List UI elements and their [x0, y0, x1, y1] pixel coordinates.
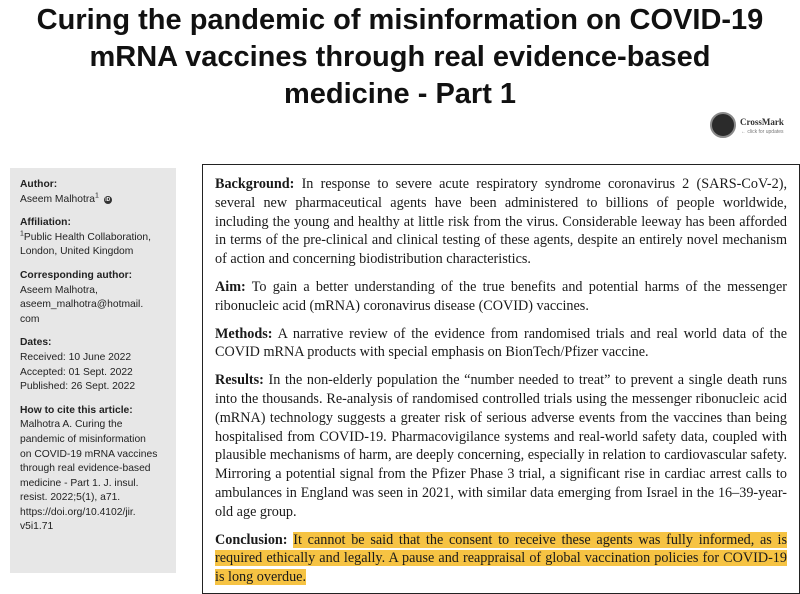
crossmark-icon	[710, 112, 736, 138]
author-block	[20, 178, 168, 207]
title-line-2: mRNA vaccines through real evidence-based	[89, 41, 711, 73]
aim-text: To gain a better understanding of the true benefits and potential harms of the messenger ribonucleic acid (mRNA) coronavirus disease (COVID) vaccines.	[215, 278, 788, 314]
dates-block	[20, 336, 168, 394]
crossmark-badge[interactable]	[710, 112, 800, 144]
corresponding-email[interactable]: aseem_malhotra@hotmail.	[20, 299, 144, 311]
results-label: Results:	[215, 372, 264, 389]
date-published: Published: 26 Sept. 2022	[20, 381, 136, 393]
author-sup: 1	[94, 192, 99, 200]
abstract-aim	[215, 278, 787, 316]
corresponding-email[interactable]: com	[20, 313, 40, 325]
orcid-icon[interactable]: iD	[105, 196, 111, 203]
doi-link[interactable]: v5i1.71	[20, 521, 54, 533]
title-line-1: Curing the pandemic of misinformation on COVID-19	[36, 4, 764, 36]
author-heading: Author:	[20, 179, 58, 190]
citation-line: Malhotra A. Curing the	[20, 419, 123, 431]
affiliation-line: London, United Kingdom	[20, 246, 134, 258]
corresponding-line: Aseem Malhotra,	[20, 284, 98, 296]
abstract-conclusion	[215, 531, 787, 587]
title-line-3: medicine - Part 1	[283, 78, 517, 110]
methods-text: A narrative review of the evidence from randomised trials and real world data of the COVID mRNA products with special emphasis on BionTech/Pfizer vaccine.	[215, 325, 787, 361]
date-received: Received: 10 June 2022	[20, 351, 132, 363]
affiliation-sup: 1	[20, 230, 24, 238]
aim-label: Aim:	[215, 278, 246, 295]
crossmark-sublabel: ← click for updates	[741, 129, 784, 135]
citation-line: on COVID-19 mRNA vaccines	[20, 448, 158, 460]
affiliation-heading: Affiliation:	[20, 217, 71, 229]
corresponding-heading: Corresponding author:	[20, 269, 133, 281]
conclusion-text-highlighted: It cannot be said that the consent to receive these agents was fully informed, as is required ethically and legally. A pause and reappraisal of global vaccination policies for COVID-19 is long overdue.	[215, 531, 787, 586]
abstract-background	[215, 175, 787, 269]
citation-line: resist. 2022;5(1), a71.	[20, 492, 121, 504]
doi-link[interactable]: https://doi.org/10.4102/jir.	[20, 506, 136, 518]
affiliation-block	[20, 216, 168, 260]
methods-label: Methods:	[215, 325, 273, 342]
background-label: Background:	[215, 176, 295, 192]
citation-heading: How to cite this article:	[20, 404, 133, 416]
abstract-methods	[215, 325, 787, 363]
background-text: In response to severe acute respiratory syndrome coronavirus 2 (SARS-CoV-2), several new pharmaceutical agents have been administered to billions of people worldwide, including the young and healthy at little risk from the virus. Considerable leeway has been afforded in terms of the pre-clinical and clinical testing of these agents, despite an entirely novel mechanism of action and concerning biodistribution characteristics.	[215, 176, 787, 268]
conclusion-label: Conclusion:	[215, 531, 288, 548]
citation-line: medicine - Part 1. J. insul.	[20, 477, 139, 489]
author-name: Aseem Malhotra	[20, 193, 95, 205]
citation-block	[20, 404, 168, 535]
abstract-box	[202, 164, 800, 594]
crossmark-label: CrossMark	[740, 117, 784, 127]
affiliation-line: Public Health Collaboration,	[23, 231, 151, 243]
abstract-results	[215, 371, 787, 521]
citation-line: pandemic of misinformation	[20, 433, 146, 445]
paper-title	[0, 2, 800, 113]
citation-line: through real evidence-based	[20, 463, 151, 475]
results-text: In the non-elderly population the “number needed to treat” to prevent a single death runs into the thousands. Re-analysis of randomised controlled trials using the messenger ribonucleic acid (mRNA) technology suggests a greater risk of serious adverse events from the vaccines than being hospitalised from COVID-19. Pharmacovigilance systems and real-world safety data, coupled with plausible mechanisms of harm, are deeply concerning, especially in relation to cardiovascular safety. Mirroring a potential signal from the Pfizer Phase 3 trial, a significant rise in cardiac arrest calls to ambulances in England was seen in 2021, with similar data emerging from Israel in the 16–39-year-old age group.	[215, 372, 788, 520]
dates-heading: Dates:	[20, 337, 52, 349]
article-info-sidebar	[10, 168, 176, 573]
date-accepted: Accepted: 01 Sept. 2022	[20, 366, 133, 378]
corresponding-block	[20, 269, 168, 327]
